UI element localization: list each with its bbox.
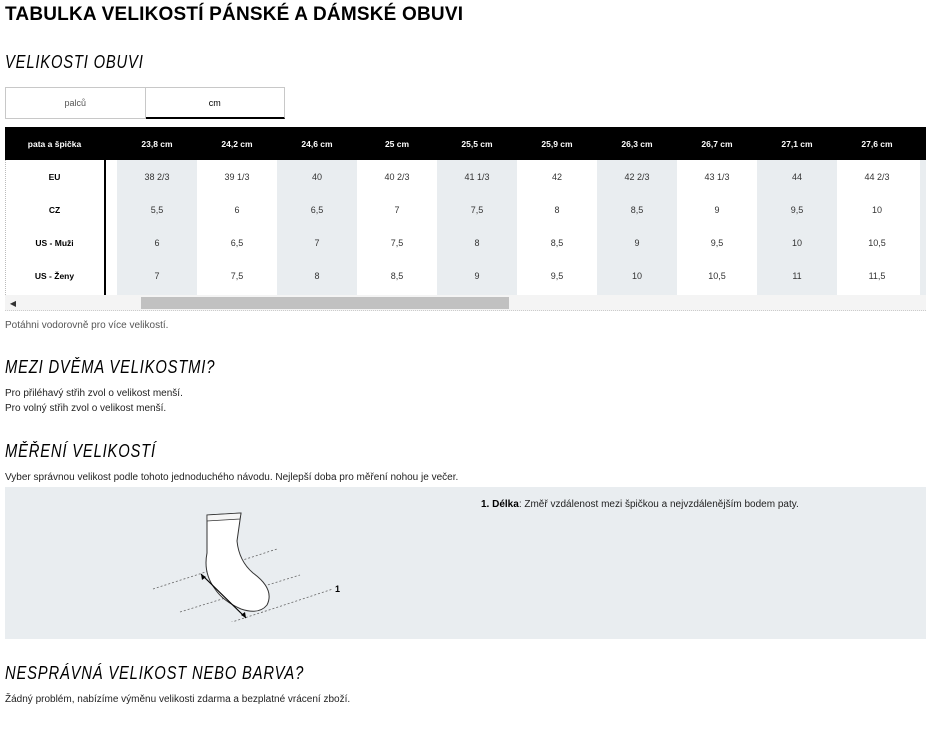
table-cell: 42 2/3 <box>624 171 650 182</box>
between-sizes-line-1: Pro přiléhavý střih zvol o velikost menší. <box>5 388 183 399</box>
header-size-cell: 25 cm <box>384 138 410 149</box>
table-cell: 40 <box>311 171 322 182</box>
table-cell: 41 1/3 <box>464 171 490 182</box>
between-sizes-line-2: Pro volný střih zvol o velikost menší. <box>5 403 167 414</box>
measure-step-1 <box>481 499 799 510</box>
table-cell: 5,5 <box>150 204 164 215</box>
table-cell: 7,5 <box>230 270 244 281</box>
table-cell: 6 <box>234 204 240 215</box>
header-size-cell: 24,2 cm <box>221 138 253 149</box>
unit-toggle <box>5 87 285 119</box>
table-cell: 7,5 <box>390 237 404 248</box>
measuring-intro: Vyber správnou velikost podle tohoto jednoduchého návodu. Nejlepší doba pro měření nohou je večer. <box>5 472 459 483</box>
table-cell: 8 <box>554 204 560 215</box>
table-cell: 11,5 <box>868 270 886 281</box>
table-cell: 8 <box>474 237 480 248</box>
row-label: US - Muži <box>35 237 74 248</box>
table-cell: 7 <box>154 270 160 281</box>
table-cell: 10 <box>871 204 882 215</box>
table-cell: 9,5 <box>550 270 564 281</box>
table-cell: 6 <box>154 237 160 248</box>
table-cell: 9 <box>714 204 720 215</box>
table-cell: 9 <box>474 270 480 281</box>
step-title: Délka <box>492 499 519 510</box>
table-cell: 42 <box>551 171 562 182</box>
header-size-cell: 27,1 cm <box>781 138 813 149</box>
between-sizes-heading: MEZI DVĚMA VELIKOSTMI? <box>5 357 216 377</box>
step-text: : Změř vzdálenost mezi špičkou a nejvzdálenějším bodem paty. <box>518 499 799 510</box>
header-size-cell: 25,5 cm <box>461 138 493 149</box>
sizes-heading: VELIKOSTI OBUVI <box>5 52 144 72</box>
table-cell: 8,5 <box>630 204 644 215</box>
row-label: US - Ženy <box>34 270 75 281</box>
step-number: 1. <box>481 499 490 510</box>
page-title: TABULKA VELIKOSTÍ PÁNSKÉ A DÁMSKÉ OBUVI <box>5 4 464 25</box>
table-cell: 8 <box>314 270 320 281</box>
row-label: EU <box>48 171 61 182</box>
table-cell: 8,5 <box>390 270 404 281</box>
table-cell: 43 1/3 <box>704 171 730 182</box>
scroll-left-arrow-icon[interactable]: ◀ <box>9 298 17 308</box>
header-size-cell: 23,8 cm <box>141 138 173 149</box>
scroll-hint: Potáhni vodorovně pro více velikostí. <box>5 320 169 331</box>
table-cell: 6,5 <box>310 204 324 215</box>
table-cell: 9,5 <box>710 237 724 248</box>
measuring-panel <box>5 487 926 639</box>
illustration-marker: 1 <box>335 584 341 594</box>
table-cell: 6,5 <box>230 237 244 248</box>
table-header-row <box>5 127 926 160</box>
table-cell: 38 2/3 <box>144 171 170 182</box>
unit-option-cm[interactable]: cm <box>146 87 286 119</box>
header-label: pata a špička <box>27 138 82 149</box>
header-size-cell: 24,6 cm <box>301 138 333 149</box>
wrong-size-text: Žádný problém, nabízíme výměnu velikosti zdarma a bezplatné vrácení zboží. <box>5 694 351 705</box>
table-cell: 7,5 <box>470 204 484 215</box>
table-overflow-edge <box>920 160 926 295</box>
table-cell: 44 <box>791 171 802 182</box>
wrong-size-heading: NESPRÁVNÁ VELIKOST NEBO BARVA? <box>5 663 305 683</box>
header-size-cell: 26,3 cm <box>621 138 653 149</box>
table-cell: 7 <box>314 237 320 248</box>
table-cell: 7 <box>394 204 400 215</box>
measuring-heading: MĚŘENÍ VELIKOSTÍ <box>5 441 156 461</box>
row-label: CZ <box>48 204 61 215</box>
header-size-cell: 27,6 cm <box>861 138 893 149</box>
table-cell: 11 <box>792 270 802 281</box>
table-cell: 39 1/3 <box>224 171 250 182</box>
header-size-cell: 25,9 cm <box>541 138 573 149</box>
table-scrollbar[interactable] <box>5 295 926 311</box>
header-size-cell: 26,7 cm <box>701 138 733 149</box>
table-cell: 10,5 <box>708 270 726 281</box>
size-table <box>5 127 926 295</box>
table-cell: 10,5 <box>868 237 886 248</box>
foot-measure-illustration <box>145 497 355 622</box>
table-cell: 8,5 <box>550 237 564 248</box>
table-cell: 9 <box>634 237 640 248</box>
table-cell: 9,5 <box>790 204 804 215</box>
table-cell: 10 <box>631 270 642 281</box>
table-cell: 44 2/3 <box>864 171 890 182</box>
unit-option-inches[interactable]: palců <box>5 87 146 119</box>
label-column-divider <box>104 160 106 295</box>
table-cell: 40 2/3 <box>384 171 410 182</box>
scroll-thumb[interactable] <box>141 297 509 309</box>
table-cell: 10 <box>791 237 802 248</box>
